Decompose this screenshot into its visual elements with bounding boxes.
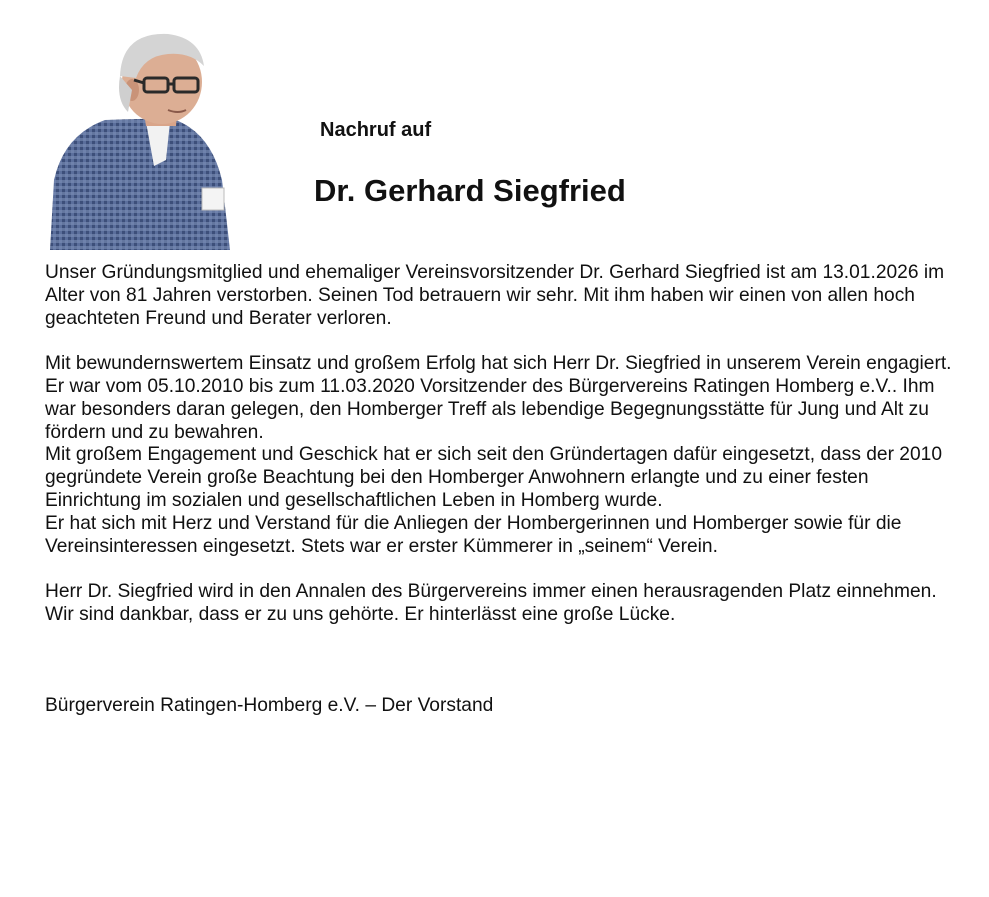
signature: Bürgerverein Ratingen-Homberg e.V. – Der Vorstand — [45, 694, 494, 716]
deceased-name: Dr. Gerhard Siegfried — [314, 173, 626, 208]
obituary-label: Nachruf auf — [320, 119, 432, 141]
paragraph-engagement: Mit bewundernswertem Einsatz und großem Erfolg hat sich Herr Dr. Siegfried in unserem Verein engagiert. Er war vom 05.10.2010 bis zum 11.03.2020 Vorsitzender des Bürgervereins Ratingen Homberg e.V.. Ihm war besonders daran gelegen, den Homberger Treff als lebendige Begegnungsstätte für Jung und Alt zu fördern und zu bewahren. — [45, 353, 952, 443]
paragraph-legacy: Herr Dr. Siegfried wird in den Annalen des Bürgervereins immer einen herausragenden Platz einnehmen. Wir sind dankbar, dass er zu uns gehörte. Er hinterlässt eine große Lücke. — [45, 581, 937, 625]
obituary-body — [45, 262, 965, 718]
portrait-photo — [50, 30, 232, 250]
paragraph-founding: Mit großem Engagement und Geschick hat er sich seit den Gründertagen dafür eingesetzt, dass der 2010 gegründete Verein große Beachtung bei den Homberger Anwohnern erlangte und zu einer festen Einrichtung im sozialen und gesellschaftlichen Leben in Homberg wurde. — [45, 444, 942, 511]
paragraph-intro: Unser Gründungsmitglied und ehemaliger Vereinsvorsitzender Dr. Gerhard Siegfried ist am 13.01.2026 im Alter von 81 Jahren verstorben. Seinen Tod betrauern wir sehr. Mit ihm haben wir einen von allen hoch geachteten Freund und Berater verloren. — [45, 262, 945, 329]
paragraph-commitment: Er hat sich mit Herz und Verstand für die Anliegen der Hombergerinnen und Homberger sowie für die Vereinsinteressen eingesetzt. Stets war er erster Kümmerer in „seinem“ Verein. — [45, 512, 902, 557]
